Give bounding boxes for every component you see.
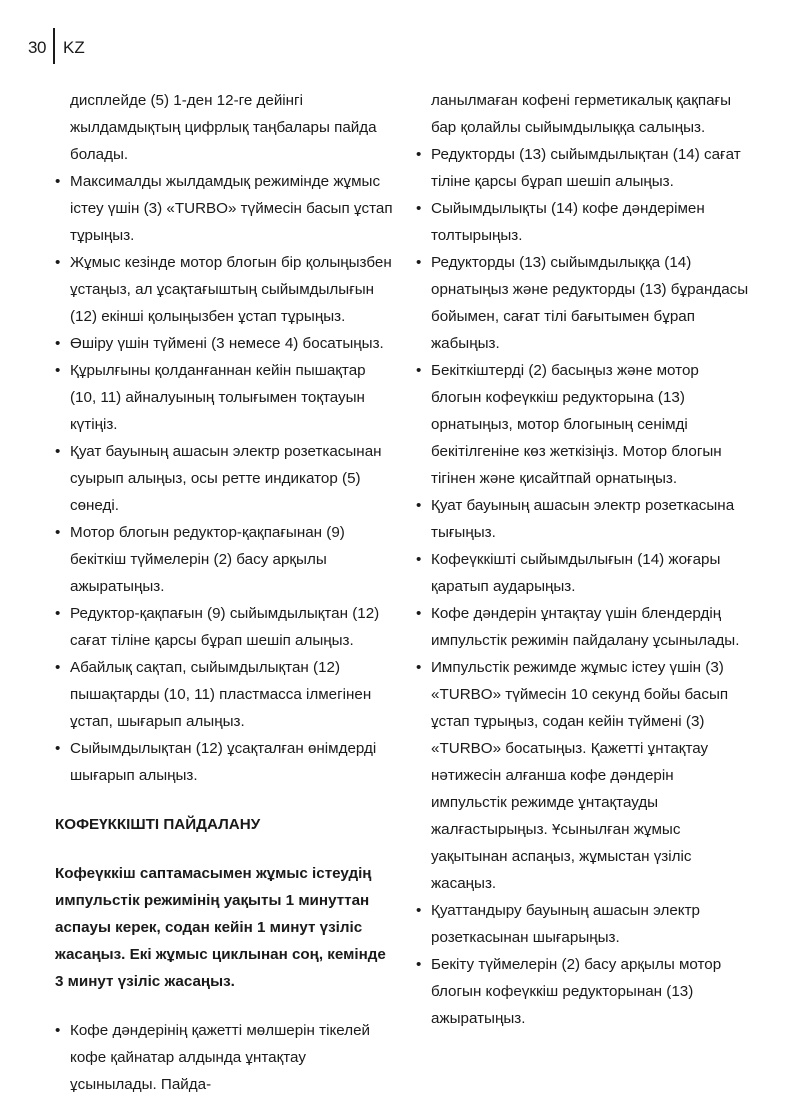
list-item xyxy=(416,897,752,951)
list-item xyxy=(55,1017,395,1098)
list-item-text: Мотор блогын редуктор-қақпағынан (9) бекіткіш түймелерін (2) басу арқылы ажыратыңыз. xyxy=(70,524,345,595)
page-number: 30 xyxy=(28,38,46,57)
list-item-text: Кофеүккішті сыйымдылығын (14) жоғары қаратып аударыңыз. xyxy=(431,551,721,595)
list-item xyxy=(55,735,395,789)
bullet-icon: • xyxy=(416,605,422,622)
list-item-text: Редуктор-қақпағын (9) сыйымдылықтан (12) сағат тіліне қарсы бұрап шешіп алыңыз. xyxy=(70,605,380,649)
list-item xyxy=(55,438,395,519)
section-heading: КОФЕҮККІШТІ ПАЙДАЛАНУ xyxy=(55,816,261,833)
bullet-icon: • xyxy=(55,335,61,352)
bullet-icon: • xyxy=(55,605,61,622)
bullet-icon: • xyxy=(416,902,422,919)
bullet-icon: • xyxy=(416,956,422,973)
list-item-text: Абайлық сақтап, сыйымдылықтан (12) пышақтарды (10, 11) пластмасса ілмегінен ұстап, шығарып алыңыз. xyxy=(70,659,372,730)
bullet-icon: • xyxy=(416,200,422,217)
list-item xyxy=(416,546,752,600)
list-item-text: Редукторды (13) сыйымдылықтан (14) сағат тіліне қарсы бұрап шешіп алыңыз. xyxy=(431,146,741,190)
list-item-text: Бекіткіштерді (2) басыңыз және мотор блогын кофеүккіш редукторына (13) орнатыңыз, мотор блогының сенімді бекітілгеніне көз жеткізіңіз. Мотор блогын тігінен және қисайтпай орнатыңыз. xyxy=(431,362,722,487)
list-item xyxy=(416,357,752,492)
bullet-icon: • xyxy=(55,1022,61,1039)
list-item-text: Редукторды (13) сыйымдылыққа (14) орнатыңыз және редукторды (13) бұрандасы бойымен, сағат тілі бағытымен бұрап жабыңыз. xyxy=(431,254,749,352)
list-item xyxy=(55,519,395,600)
list-item xyxy=(416,492,752,546)
list-item-text: Кофе дәндерінің қажетті мөлшерін тікелей кофе қайнатар алдында ұнтақтау ұсынылады. Пайда- xyxy=(70,1022,371,1093)
language-code: KZ xyxy=(63,38,85,57)
list-item xyxy=(55,654,395,735)
bullet-icon: • xyxy=(55,659,61,676)
list-item xyxy=(55,249,395,330)
list-item xyxy=(416,249,752,357)
list-item xyxy=(55,330,395,357)
bullet-icon: • xyxy=(416,659,422,676)
bullet-icon: • xyxy=(55,362,61,379)
page-header xyxy=(0,28,200,64)
left-intro-text: дисплейде (5) 1-ден 12-ге дейінгі жылдамдықтың цифрлық таңбалары пайда болады. xyxy=(70,92,377,163)
bullet-icon: • xyxy=(416,551,422,568)
bullet-icon: • xyxy=(55,173,61,190)
bullet-icon: • xyxy=(416,497,422,514)
right-instruction-list xyxy=(416,141,752,1032)
left-instruction-list-2 xyxy=(55,1017,395,1098)
list-item-text: Сыйымдылықтан (12) ұсақталған өнімдерді шығарып алыңыз. xyxy=(70,740,377,784)
list-item xyxy=(416,141,752,195)
bullet-icon: • xyxy=(55,524,61,541)
list-item-text: Импульстік режимде жұмыс істеу үшін (3) «TURBO» түймесін 10 секунд бойы басып ұстап тұрыңыз, содан кейін түймені (3) «TURBO» босатыңыз. Қажетті ұнтақтау нәтижесін алғанша кофе дәндерін импульстік режимде ұнтақтауды жалғастырыңыз. Ұсынылған жұмыс уақытынан аспаңыз, жұмыстан үзіліс жасаңыз. xyxy=(431,659,729,892)
bullet-icon: • xyxy=(55,443,61,460)
list-item xyxy=(416,195,752,249)
list-item-text: Қуаттандыру бауының ашасын электр розеткасынан шығарыңыз. xyxy=(431,902,701,946)
header-divider xyxy=(53,28,55,64)
bullet-icon: • xyxy=(55,740,61,757)
list-item xyxy=(55,357,395,438)
list-item xyxy=(416,951,752,1032)
left-instruction-list xyxy=(55,168,395,789)
list-item xyxy=(55,168,395,249)
bullet-icon: • xyxy=(416,362,422,379)
left-column xyxy=(55,87,395,1098)
list-item-text: Максималды жылдамдық режимінде жұмыс істеу үшін (3) «TURBO» түймесін басып ұстап тұрыңыз. xyxy=(70,173,393,244)
list-item-text: Қуат бауының ашасын электр розеткасына тығыңыз. xyxy=(431,497,735,541)
list-item-text: Кофе дәндерін ұнтақтау үшін блендердің импульстік режимін пайдалану ұсынылады. xyxy=(431,605,740,649)
list-item xyxy=(55,600,395,654)
list-item-text: Сыйымдылықты (14) кофе дәндерімен толтырыңыз. xyxy=(431,200,705,244)
list-item xyxy=(416,654,752,897)
warning-paragraph: Кофеүккіш саптамасымен жұмыс істеудің импульстік режимінің уақыты 1 минуттан аспауы керек, содан кейін 1 минут үзіліс жасаңыз. Екі жұмыс циклынан соң, кемінде 3 минут үзіліс жасаңыз. xyxy=(55,865,386,990)
bullet-icon: • xyxy=(55,254,61,271)
right-intro-text: ланылмаған кофені герметикалық қақпағы бар қолайлы сыйымдылыққа салыңыз. xyxy=(431,92,731,136)
list-item-text: Құрылғыны қолданғаннан кейін пышақтар (10, 11) айналуының толығымен тоқтауын күтіңіз. xyxy=(70,362,366,433)
list-item-text: Бекіту түймелерін (2) басу арқылы мотор блогын кофеүккіш редукторынан (13) ажыратыңыз. xyxy=(431,956,722,1027)
list-item-text: Өшіру үшін түймені (3 немесе 4) босатыңыз. xyxy=(70,335,384,352)
list-item-text: Жұмыс кезінде мотор блогын бір қолыңызбен ұстаңыз, ал ұсақтағыштың сыйымдылығын (12) екінші қолыңызбен ұстап тұрыңыз. xyxy=(70,254,392,325)
list-item-text: Қуат бауының ашасын электр розеткасынан суырып алыңыз, осы ретте индикатор (5) сөнеді. xyxy=(70,443,382,514)
bullet-icon: • xyxy=(416,254,422,271)
bullet-icon: • xyxy=(416,146,422,163)
right-column xyxy=(416,87,752,1032)
list-item xyxy=(416,600,752,654)
